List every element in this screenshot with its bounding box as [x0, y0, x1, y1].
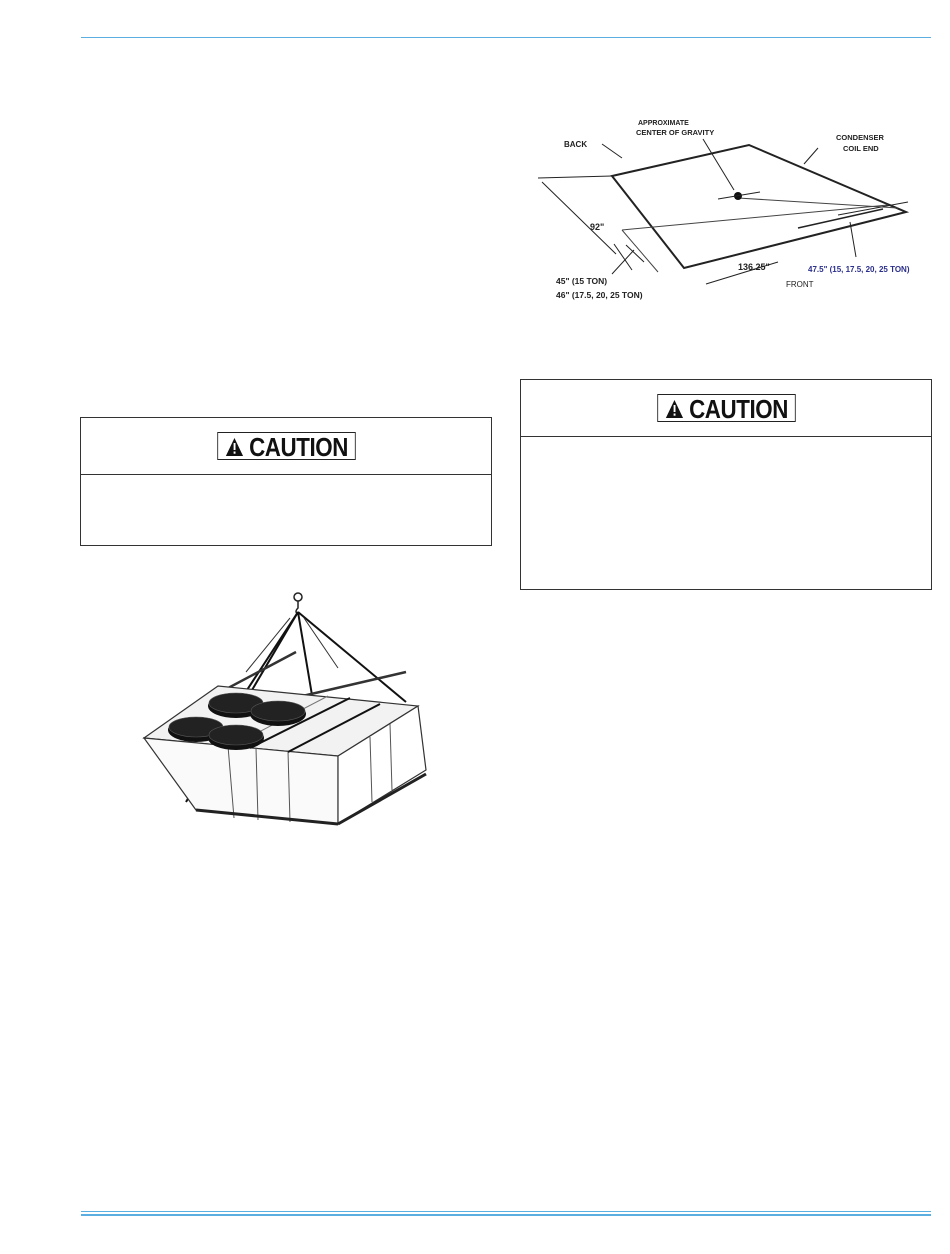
unit-lifting-illustration [138, 588, 438, 833]
condenser-label-line1: CONDENSER [836, 133, 884, 142]
cg-label-line2: CENTER OF GRAVITY [636, 128, 715, 137]
dim-47-label: 47.5" (15, 17.5, 20, 25 TON) [808, 265, 910, 274]
caution-label-left [217, 432, 355, 460]
footer-rule-thick [81, 1214, 931, 1216]
caution-box-right [520, 379, 932, 590]
center-of-gravity-diagram [538, 112, 910, 312]
caution-header-left [81, 418, 491, 475]
warning-triangle-icon [665, 399, 684, 419]
cg-label-line1: APPROXIMATE [638, 120, 689, 127]
caution-label-right [657, 394, 795, 422]
front-label: FRONT [786, 280, 814, 289]
back-label: BACK [564, 140, 588, 149]
header-rule [81, 37, 931, 38]
dim-45-label: 45" (15 TON) [556, 276, 608, 286]
condenser-label-line2: COIL END [843, 144, 879, 153]
condenser-fan-icon [250, 701, 306, 726]
condenser-fan-icon [208, 725, 264, 750]
warning-triangle-icon [225, 437, 244, 457]
footer-rule-thin [81, 1211, 931, 1212]
lifting-hook-icon [294, 593, 302, 614]
dim-136-label: 136.25" [738, 262, 770, 272]
caution-box-left [80, 417, 492, 546]
dim-46-label: 46" (17.5, 20, 25 TON) [556, 290, 643, 300]
caution-text-left: CAUTION [248, 431, 348, 462]
dim-92-label: 92" [590, 222, 605, 232]
caution-header-right [521, 380, 931, 437]
caution-text-right: CAUTION [688, 393, 788, 424]
